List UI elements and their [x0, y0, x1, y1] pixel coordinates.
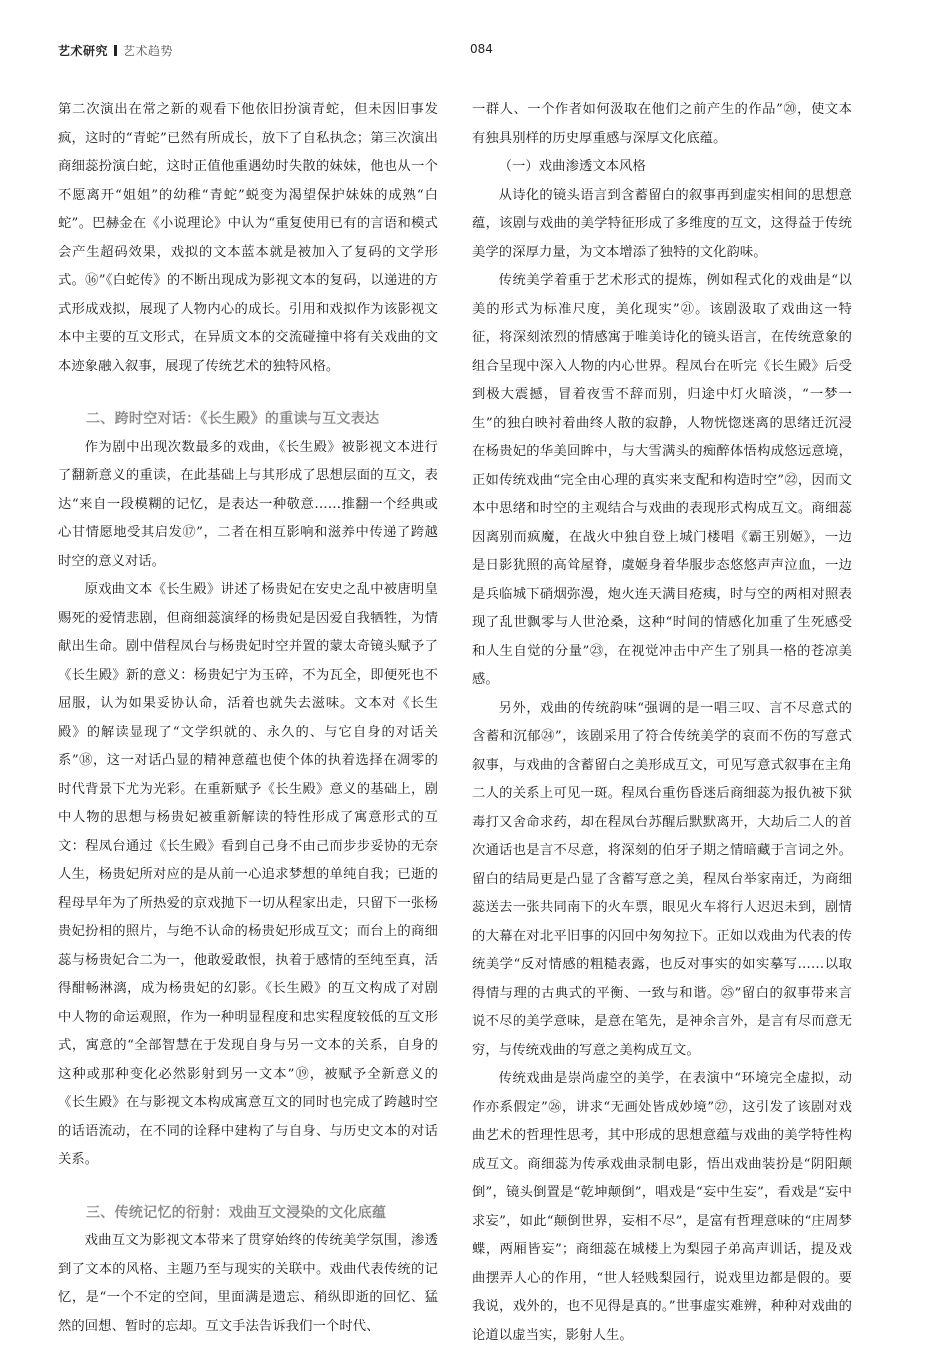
running-head	[58, 42, 173, 59]
section-heading: 三、传统记忆的衍射：戏曲互文浸染的文化底蕴	[86, 1204, 387, 1221]
page-number: 084	[470, 42, 493, 56]
paragraph: 作为剧中出现次数最多的戏曲，《长生殿》被影视文本进行了翻新意义的重读，在此基础上与其形成了思想层面的互文，表达“来自一段模糊的记忆，是表达一种敬意……推翻一个经典或心甘情愿地受其启发⑰”，二者在相互影响和滋养中传递了跨越时空的意义对话。	[58, 439, 438, 569]
paragraph: 传统戏曲是崇尚虚空的美学，在表演中“环境完全虚拟，动作亦系假定”㉖，讲求“无画处皆成妙境”㉗，这引发了该剧对戏曲艺术的哲理性思考，其中形成的思想意蕴与戏曲的美学特性构成互文。商细蕊为传承戏曲录制电影，悟出戏曲装扮是“阴阳颠倒”，镜头倒置是“乾坤颠倒”，唱戏是“妄中生妄”，看戏是“妄中求妄”，如此“颠倒世界，妄相不尽”，是富有哲理意味的“庄周梦蝶，两厢皆妄”；商细蕊在城楼上为梨园子弟高声训话，提及戏曲摆弄人心的作用，“世人轻贱梨园行，说戏里边都是假的。要我说，戏外的，也不见得是真的。”世事虚实难辨，种种对戏曲的论道以虚当实，影射人生。	[472, 1071, 852, 1343]
right-column	[472, 96, 852, 1350]
left-column	[58, 96, 438, 1341]
paragraph: 从诗化的镜头语言到含蓄留白的叙事再到虚实相间的思想意蕴，该剧与戏曲的美学特征形成了多维度的互文，这得益于传统美学的深厚力量，为文本增添了独特的文化韵味。	[472, 187, 852, 260]
paragraph: 戏曲互文为影视文本带来了贯穿始终的传统美学氛围，渗透到了文本的风格、主题乃至与现实的关联中。戏曲代表传统的记忆，是“一个不定的空间，里面满是遗忘、稍纵即逝的回忆、猛然的回想、暂时的忘却。互文手法告诉我们一个时代、	[58, 1233, 438, 1334]
paragraph: 传统美学着重于艺术形式的提炼，例如程式化的戏曲是“以美的形式为标准尺度，美化现实”㉑。该剧汲取了戏曲这一特征，将深刻浓烈的情感寓于唯美诗化的镜头语言，在传统意象的组合呈现中深入人物的内心世界。程凤台在听完《长生殿》后受到极大震撼，冒着夜雪不辞而别，归途中灯火暗淡，“一梦一生”的独白映衬着曲终人散的寂静，人物恍惚迷离的思绪迁沉浸在杨贵妃的华美回眸中，与大雪满头的痴醉体悟构成悠远意境，正如传统戏曲“完全由心理的真实来支配和构造时空”㉒，因而文本中思绪和时空的主观结合与戏曲的表现形式构成互文。商细蕊因离别而疯魔，在战火中独自登上城门楼唱《霸王别姬》，一边是日影犹照的高耸屋脊，虞姬身着华服步态悠悠声声泣血，一边是兵临城下硝烟弥漫，炮火连天满目疮痍，时与空的两相对照表现了乱世飘零与人世沧桑，这种“时间的情感化加重了生死感受和人生自觉的分量”㉓，在视觉冲击中产生了别具一格的苍凉美感。	[472, 273, 852, 687]
paragraph: 第二次演出在常之新的观看下他依旧扮演青蛇，但未因旧事发疯，这时的“青蛇”已然有所成长，放下了自私执念；第三次演出商细蕊扮演白蛇，这时正值他重遇幼时失散的妹妹，他也从一个不愿离开“姐姐”的幼稚“青蛇”蜕变为渴望保护妹妹的成熟“白蛇”。巴赫金在《小说理论》中认为“重复使用已有的言语和模式会产生超码效果，戏拟的文本蓝本就是被加入了复码的文学形式。⑯”《白蛇传》的不断出现成为影视文本的复码，以递进的方式形成戏拟，展现了人物内心的成长。引用和戏拟作为该影视文本中主要的互文形式，在异质文本的交流碰撞中将有关戏曲的文本迹象融入叙事，展现了传统艺术的独特风格。	[58, 102, 438, 374]
paragraph: 另外，戏曲的传统韵味“强调的是一唱三叹、言不尽意式的含蓄和沉郁㉔”，该剧采用了符合传统美学的哀而不伤的写意式叙事，与戏曲的含蓄留白之美形成互文，可见写意式叙事在主角二人的关系上可见一斑。程凤台重伤昏迷后商细蕊为报仇被下狱毒打又舍命求药，却在程凤台苏醒后默默离开，大劫后二人的首次通话也是言不尽意，将深刻的伯牙子期之情暗藏于言词之外。留白的结局更是凸显了含蓄写意之美，程凤台举家南迁，为商细蕊送去一张共同南下的火车票，眼见火车将行人迟迟未到，剧情的大幕在对北平旧事的闪回中匆匆拉下。正如以戏曲为代表的传统美学“反对情感的粗糙表露，也反对事实的如实摹写……以取得情与理的古典式的平衡、一致与和谐。㉕”留白的叙事带来言说不尽的美学意味，是意在笔先，是神余言外，是言有尽而意无穷，与传统戏曲的写意之美构成互文。	[472, 700, 852, 1058]
page-header	[0, 0, 950, 70]
section-heading: 二、跨时空对话：《长生殿》的重读与互文表达	[86, 411, 380, 427]
journal-name: 艺术研究	[58, 44, 109, 58]
paragraph: 原戏曲文本《长生殿》讲述了杨贵妃在安史之乱中被唐明皇赐死的爱情悲剧，但商细蕊演绎的杨贵妃是因爱自我牺牲，为情献出生命。剧中借程凤台与杨贵妃时空并置的蒙太奇镜头赋予了《长生殿》新的意义：杨贵妃宁为玉碎，不为瓦全，即便死也不屈服，认为如果妥协认命，活着也就失去滋味。文本对《长生殿》的解读显现了“文学织就的、永久的、与它自身的对话关系”⑱，这一对话凸显的精神意蕴也使个体的执着选择在凋零的时代背景下尤为光彩。在重新赋予《长生殿》意义的基础上，剧中人物的思想与杨贵妃被重新解读的特性形成了寓意形式的互文：程凤台通过《长生殿》看到自己身不由己而步步妥协的无奈人生，杨贵妃所对应的是从前一心追求梦想的单纯自我；已逝的程母早年为了所热爱的京戏抛下一切从程家出走，只留下一张杨贵妃扮相的照片，与绝不认命的杨贵妃形成互文；而台上的商细蕊与杨贵妃合二为一，他敢爱敢恨，执着于感情的至纯至真，活得酣畅淋漓，成为杨贵妃的幻影。《长生殿》的互文构成了对剧中人物的命运观照，作为一种明显程度和忠实程度较低的互文形式，寓意的“全部智慧在于发现自身与另一文本的关系，自身的这种或那种变化必然影射到另一文本”⑲，被赋予全新意义的《长生殿》在与影视文本构成寓意互文的同时也完成了跨越时空的话语流动，在不同的诠释中建构了与自身、与历史文本的对话关系。	[58, 582, 438, 1167]
separator-bar	[114, 45, 117, 56]
section-name: 艺术趋势	[123, 44, 174, 58]
subsection-heading: （一）戏曲渗透文本风格	[498, 159, 646, 174]
paragraph: 一群人、一个作者如何汲取在他们之前产生的作品”⑳，使文本有独具别样的历史厚重感与深厚文化底蕴。	[472, 102, 852, 146]
